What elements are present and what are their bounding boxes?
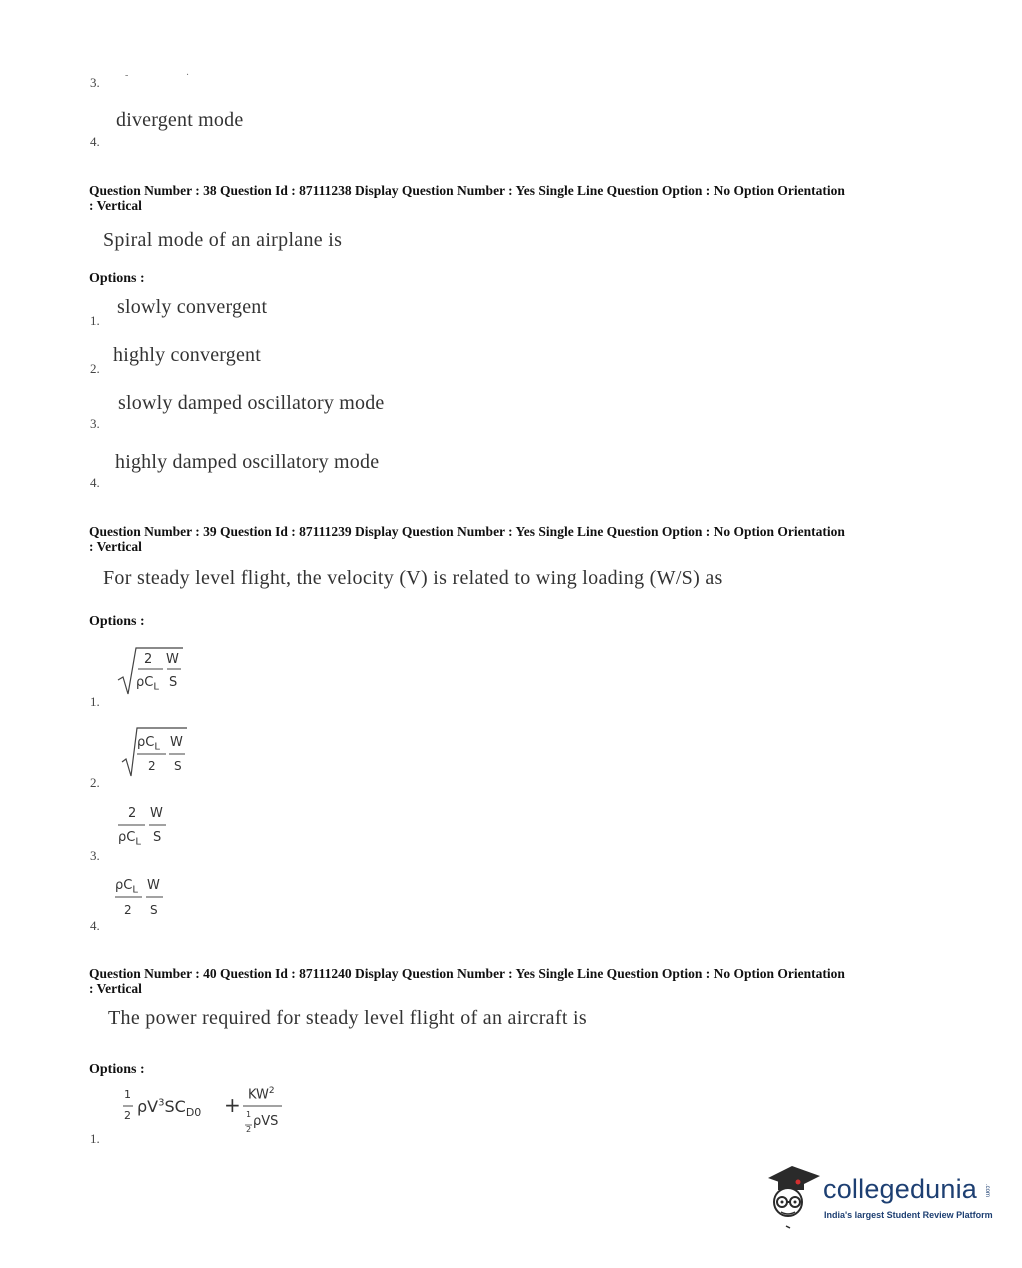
q39-option-4-number: 4. [90, 918, 100, 933]
small-half-denominator: 2 [246, 1125, 252, 1134]
denominator-rho-cl [118, 830, 141, 848]
sqrt-sign-icon [121, 724, 201, 780]
q39-option-2-number: 2. [90, 775, 100, 790]
options-label-38: Options : [89, 271, 145, 286]
q39-option-2-formula [121, 724, 201, 780]
rho-c: ρC [136, 675, 154, 690]
q38-option-3-number: 3. [90, 416, 100, 431]
q39-option-4-formula [114, 876, 184, 924]
q38-option-3-text: slowly damped oscillatory mode [118, 392, 385, 414]
superscript-3: 3 [158, 1097, 165, 1109]
numerator-rho-cl [137, 735, 160, 753]
rho-c: ρC [118, 830, 136, 845]
q38-option-1-text: slowly convergent [117, 296, 268, 318]
numerator-w: W [147, 878, 160, 893]
numerator-w: W [150, 806, 163, 821]
rho-c: ρC [115, 878, 133, 893]
q39-option-1-number: 1. [90, 694, 100, 709]
q40-option-1-formula [122, 1084, 302, 1140]
q38-option-4-text: highly damped oscillatory mode [115, 451, 380, 473]
denominator-s: S [150, 903, 158, 917]
rho-c: ρC [137, 735, 155, 750]
q38-option-2-number: 2. [90, 361, 100, 376]
s-c: SC [164, 1097, 186, 1116]
question-meta-38: Question Number : 38 Question Id : 87111238 Display Question Number : Yes Single Line Question Option : No Option Orientation : Vertical [89, 183, 845, 213]
q38-option-2-text: highly convergent [113, 344, 261, 366]
denominator-s: S [174, 759, 182, 773]
q38-option-1-number: 1. [90, 313, 100, 328]
q39-option-1-formula [117, 644, 197, 700]
option-text-4: divergent mode [116, 109, 244, 131]
denominator-2: 2 [124, 903, 132, 917]
question-text-39: For steady level flight, the velocity (V) is related to wing loading (W/S) as [103, 567, 723, 589]
plus-sign: + [224, 1093, 241, 1117]
question-text-40: The power required for steady level flight of an aircraft is [108, 1007, 587, 1029]
collegedunia-logo [762, 1160, 994, 1230]
options-label-40: Options : [89, 1062, 145, 1077]
logo-wordmark: collegedunia [823, 1174, 978, 1204]
logo-dotcom: .com [984, 1184, 990, 1198]
question-meta-39: Question Number : 39 Question Id : 87111239 Display Question Number : Yes Single Line Question Option : No Option Orientation : Vertical [89, 524, 845, 554]
numerator-rho-cl [115, 878, 138, 896]
denominator-rho-vs: ρVS [253, 1114, 279, 1129]
cutoff-marks: - · [125, 70, 190, 81]
subscript-l: L [154, 741, 160, 753]
numerator-kw2 [248, 1086, 275, 1102]
subscript-l: L [132, 884, 138, 896]
numerator-2: 2 [128, 806, 137, 821]
options-label-39: Options : [89, 614, 145, 629]
rho-v: ρV [137, 1097, 159, 1116]
question-meta-40: Question Number : 40 Question Id : 87111240 Display Question Number : Yes Single Line Question Option : No Option Orientation : Vertical [89, 966, 845, 996]
subscript-d0: D0 [185, 1106, 202, 1120]
q39-option-3-number: 3. [90, 848, 100, 863]
subscript-l: L [135, 836, 141, 848]
denominator-s: S [153, 830, 162, 845]
term-power-parasite [137, 1097, 201, 1119]
q39-option-3-formula [117, 804, 187, 852]
denominator-rho-cl [136, 675, 159, 693]
mascot-icon [762, 1160, 824, 1230]
denominator-s: S [169, 675, 178, 690]
numerator-w: W [166, 652, 179, 667]
q40-option-1-number: 1. [90, 1131, 100, 1146]
q38-option-4-number: 4. [90, 475, 100, 490]
denominator-2: 2 [148, 759, 156, 773]
half-numerator: 1 [124, 1088, 131, 1101]
numerator-w: W [170, 735, 183, 750]
option-number-4: 4. [90, 134, 100, 149]
small-half-numerator: 1 [246, 1110, 252, 1119]
logo-tagline: India's largest Student Review Platform [824, 1210, 993, 1220]
question-text-38: Spiral mode of an airplane is [103, 229, 343, 251]
numerator-2: 2 [144, 652, 153, 667]
option-number-3: 3. [90, 75, 100, 90]
subscript-l: L [153, 681, 159, 693]
half-denominator: 2 [124, 1109, 131, 1122]
k-w: KW [248, 1087, 269, 1103]
superscript-2: 2 [268, 1086, 275, 1096]
